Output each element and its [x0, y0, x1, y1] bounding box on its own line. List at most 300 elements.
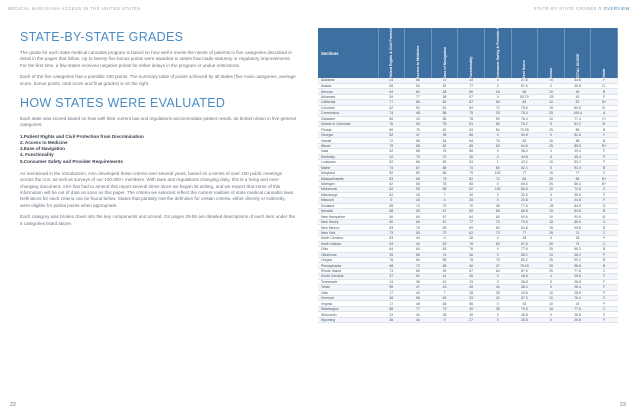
score-cell: 63: [378, 225, 405, 230]
paragraph-details: Each category was broken down into the key components and scored. On pages 25-55 are detailed descriptions of each item under the 5 categories listed above.: [20, 214, 296, 226]
state-name-cell: South Carolina: [318, 274, 378, 279]
state-name-cell: Washington: [318, 306, 378, 311]
score-cell: F: [591, 279, 618, 284]
state-name-cell: Colorado: [318, 105, 378, 110]
score-cell: 77: [458, 83, 485, 88]
score-cell: F: [591, 192, 618, 197]
running-header-right: [534, 6, 630, 11]
score-cell: 0: [538, 317, 565, 322]
score-cell: 28: [564, 236, 591, 241]
score-cell: 77.6: [564, 268, 591, 273]
score-cell: 0: [484, 192, 511, 197]
score-cell: 98: [378, 285, 405, 290]
score-cell: 62: [431, 100, 458, 105]
score-cell: B: [591, 263, 618, 268]
state-name-cell: Montana: [318, 203, 378, 208]
score-cell: 5: [538, 165, 565, 170]
column-header: Best Score: [511, 28, 538, 78]
score-cell: 78: [431, 181, 458, 186]
score-cell: 64.6: [564, 203, 591, 208]
section-title-evaluation: HOW STATES WERE EVALUATED: [20, 96, 226, 111]
score-cell: 67: [431, 219, 458, 224]
score-cell: 100: [484, 170, 511, 175]
score-cell: 76: [431, 149, 458, 154]
score-cell: 72: [405, 263, 432, 268]
score-cell: 78: [431, 122, 458, 127]
score-cell: 53: [405, 187, 432, 192]
score-cell: 38: [405, 279, 432, 284]
score-cell: 100.4: [564, 111, 591, 116]
score-cell: 24: [378, 78, 405, 83]
score-cell: 64: [458, 138, 485, 143]
score-cell: 0: [431, 236, 458, 241]
state-name-cell: District of Columbia: [318, 122, 378, 127]
score-cell: 38: [484, 306, 511, 311]
score-cell: 87.6: [511, 268, 538, 273]
state-name-cell: Connecticut: [318, 111, 378, 116]
score-cell: 76: [484, 257, 511, 262]
paragraph-intro: The grade for each state medical cannabis program is based on how well it meets the needs of patients in five categories described in detail in the pages that follow. Up to twenty-five bonus points were awarded to states that made statutory or regulatory improvements. For the first time, a few states received negative points for either delays in the program or undue restrictions.: [20, 50, 292, 68]
score-cell: 53: [458, 160, 485, 165]
score-cell: 89.6: [564, 143, 591, 148]
score-cell: C: [591, 306, 618, 311]
score-cell: 48: [405, 301, 432, 306]
score-cell: 53.79: [511, 94, 538, 99]
score-cell: 36: [378, 317, 405, 322]
score-cell: 28: [484, 290, 511, 295]
score-cell: 65.2: [564, 247, 591, 252]
score-cell: 74: [378, 111, 405, 116]
score-cell: B-: [591, 105, 618, 110]
score-cell: 70.6: [511, 219, 538, 224]
score-cell: 44: [405, 317, 432, 322]
paragraph-summary: Each of the five categories has a possible 100 points. The summary table of points achieved by all states (five main categories, average score, bonus points, total score and final grades) is on the right.: [20, 74, 296, 86]
score-cell: 47: [405, 132, 432, 137]
score-cell: 53: [405, 230, 432, 235]
score-cell: F: [591, 290, 618, 295]
score-cell: 69: [458, 209, 485, 214]
score-cell: 43: [405, 198, 432, 203]
score-cell: 65: [484, 165, 511, 170]
grades-table-body: [318, 78, 618, 323]
score-cell: 79: [431, 203, 458, 208]
score-cell: B: [591, 89, 618, 94]
score-cell: 68: [431, 187, 458, 192]
score-cell: 15: [538, 219, 565, 224]
score-cell: 15: [538, 209, 565, 214]
column-header: Consumer Safety & Provider Requirements: [484, 28, 511, 78]
score-cell: 78.8: [511, 105, 538, 110]
score-cell: 25: [538, 268, 565, 273]
score-cell: 68: [405, 149, 432, 154]
score-cell: 76: [378, 122, 405, 127]
score-cell: 83: [378, 176, 405, 181]
score-cell: 25: [538, 143, 565, 148]
criteria-item: 3.Ease of Navigation: [20, 146, 65, 152]
score-cell: 58: [458, 301, 485, 306]
score-cell: 37: [378, 274, 405, 279]
score-cell: 77.4: [564, 116, 591, 121]
score-cell: 88: [378, 306, 405, 311]
score-cell: 25: [538, 241, 565, 246]
score-cell: 56: [378, 116, 405, 121]
score-cell: 73: [378, 268, 405, 273]
score-cell: F: [591, 149, 618, 154]
state-name-cell: Kentucky: [318, 154, 378, 159]
score-cell: 64: [484, 100, 511, 105]
score-cell: 69: [431, 160, 458, 165]
score-cell: 83: [511, 138, 538, 143]
score-cell: 62: [458, 230, 485, 235]
score-cell: C: [591, 230, 618, 235]
score-cell: 41: [431, 279, 458, 284]
score-cell: 24.8: [564, 198, 591, 203]
score-cell: 85: [431, 257, 458, 262]
state-name-cell: Maryland: [318, 170, 378, 175]
state-name-cell: California: [318, 100, 378, 105]
score-cell: 48: [378, 296, 405, 301]
state-name-cell: Oregon: [318, 257, 378, 262]
score-cell: 48.8: [511, 274, 538, 279]
state-name-cell: Delaware: [318, 116, 378, 121]
score-cell: 24: [378, 279, 405, 284]
score-cell: 94.6: [511, 143, 538, 148]
score-cell: 74: [564, 241, 591, 246]
score-cell: 28.8: [564, 274, 591, 279]
score-cell: 77: [511, 230, 538, 235]
score-cell: 56: [511, 89, 538, 94]
score-cell: 77.6: [511, 247, 538, 252]
score-cell: 69: [378, 127, 405, 132]
column-header: Ease of Navigation: [431, 28, 458, 78]
score-cell: 65: [458, 143, 485, 148]
score-cell: 63: [484, 241, 511, 246]
score-cell: 75.4: [511, 111, 538, 116]
score-cell: 85.6: [564, 219, 591, 224]
score-cell: 74: [378, 165, 405, 170]
score-cell: 45.6: [564, 83, 591, 88]
score-cell: 43.8: [511, 290, 538, 295]
score-cell: 68: [378, 263, 405, 268]
state-name-cell: Wisconsin: [318, 312, 378, 317]
score-cell: 67: [431, 209, 458, 214]
state-name-cell: New York: [318, 230, 378, 235]
score-cell: 38.4: [511, 149, 538, 154]
score-cell: 4: [538, 274, 565, 279]
state-name-cell: Wyoming: [318, 317, 378, 322]
score-cell: 84: [511, 176, 538, 181]
score-cell: 60: [378, 219, 405, 224]
score-cell: 5: [538, 122, 565, 127]
score-cell: 26.8: [564, 279, 591, 284]
score-cell: 33: [458, 78, 485, 83]
score-cell: 82: [458, 176, 485, 181]
score-cell: 68: [378, 209, 405, 214]
score-cell: 40: [405, 312, 432, 317]
state-name-cell: Virginia: [318, 301, 378, 306]
state-name-cell: Alabama: [318, 78, 378, 83]
score-cell: F: [591, 285, 618, 290]
score-cell: 4: [538, 192, 565, 197]
score-cell: 88: [431, 111, 458, 116]
score-cell: 100: [484, 187, 511, 192]
score-cell: 24: [378, 312, 405, 317]
score-cell: 67: [431, 214, 458, 219]
score-cell: 78.49: [511, 263, 538, 268]
score-cell: 95: [431, 132, 458, 137]
score-cell: 81.2: [564, 122, 591, 127]
column-header: Bonus: [538, 28, 565, 78]
score-cell: 75: [405, 154, 432, 159]
score-cell: 73: [431, 306, 458, 311]
score-cell: 0: [484, 317, 511, 322]
score-cell: 7: [431, 290, 458, 295]
score-cell: 66: [405, 78, 432, 83]
score-cell: 58.2: [511, 252, 538, 257]
column-header: Grade: [591, 28, 618, 78]
score-cell: 60.4: [511, 181, 538, 186]
score-cell: B: [591, 225, 618, 230]
column-header: TOTAL SCORE: [564, 28, 591, 78]
score-cell: 45: [458, 312, 485, 317]
score-cell: 69: [431, 225, 458, 230]
score-cell: 62: [405, 274, 432, 279]
score-cell: 60: [484, 225, 511, 230]
page-number-right: 23: [619, 402, 626, 408]
score-cell: 26: [405, 192, 432, 197]
score-cell: 46: [458, 252, 485, 257]
score-cell: 71: [564, 230, 591, 235]
score-cell: C: [591, 187, 618, 192]
score-cell: F: [591, 160, 618, 165]
score-cell: 7: [431, 192, 458, 197]
state-name-cell: New Jersey: [318, 219, 378, 224]
state-name-cell: Georgia: [318, 132, 378, 137]
score-cell: 0: [538, 279, 565, 284]
score-cell: 42: [378, 154, 405, 159]
score-cell: 25: [538, 181, 565, 186]
score-cell: 84: [431, 138, 458, 143]
left-page: [20, 30, 296, 232]
score-cell: 76: [458, 247, 485, 252]
score-cell: 60: [484, 214, 511, 219]
score-cell: 77.6: [511, 203, 538, 208]
running-header-right-accent: // OVERVIEW: [598, 6, 630, 11]
score-cell: 25: [484, 111, 511, 116]
score-cell: 62: [378, 105, 405, 110]
score-cell: 67.3: [511, 296, 538, 301]
score-cell: D-: [591, 83, 618, 88]
score-cell: 25: [538, 111, 565, 116]
score-cell: 15: [538, 170, 565, 175]
state-name-cell: Arkansas: [318, 94, 378, 99]
score-cell: 28: [431, 312, 458, 317]
score-cell: F: [591, 312, 618, 317]
score-cell: 10: [538, 296, 565, 301]
score-cell: 45: [458, 154, 485, 159]
state-name-cell: Illinois: [318, 143, 378, 148]
score-cell: 47: [405, 285, 432, 290]
score-cell: 76.2: [511, 122, 538, 127]
score-cell: 70: [458, 203, 485, 208]
paragraph-evaluation: Each state was scored based on how well their current law and regulations accommodate patient needs, as broken down in five general categories:: [20, 116, 296, 128]
score-cell: 84.8: [564, 209, 591, 214]
state-name-cell: Louisiana: [318, 160, 378, 165]
score-cell: F: [591, 236, 618, 241]
state-name-cell: New Mexico: [318, 225, 378, 230]
score-cell: 62: [431, 127, 458, 132]
score-cell: 5: [538, 154, 565, 159]
state-name-cell: Alaska: [318, 83, 378, 88]
score-cell: 28: [458, 290, 485, 295]
score-cell: 38.2: [564, 252, 591, 257]
score-cell: 82: [378, 170, 405, 175]
score-cell: 0: [484, 198, 511, 203]
score-cell: 15: [538, 225, 565, 230]
score-cell: 43: [431, 285, 458, 290]
score-cell: 46: [458, 263, 485, 268]
score-cell: 52: [431, 241, 458, 246]
score-cell: 0: [431, 198, 458, 203]
score-cell: C: [591, 219, 618, 224]
score-cell: 63: [484, 143, 511, 148]
state-name-cell: Pennsylvania: [318, 263, 378, 268]
score-cell: 81: [431, 105, 458, 110]
score-cell: F: [591, 132, 618, 137]
state-name-cell: Oklahoma: [318, 252, 378, 257]
score-cell: D: [591, 203, 618, 208]
score-cell: 68: [405, 296, 432, 301]
score-cell: 88.4: [564, 181, 591, 186]
state-name-cell: Maine: [318, 165, 378, 170]
score-cell: C: [591, 170, 618, 175]
score-cell: 72: [484, 230, 511, 235]
score-cell: 74: [405, 203, 432, 208]
score-cell: 66: [458, 132, 485, 137]
score-cell: 40: [484, 285, 511, 290]
score-cell: 68: [431, 94, 458, 99]
score-cell: 84: [511, 100, 538, 105]
state-name-cell: Missouri: [318, 198, 378, 203]
score-cell: 0: [484, 279, 511, 284]
score-cell: 84: [458, 105, 485, 110]
score-cell: B: [591, 165, 618, 170]
criteria-list: [20, 134, 296, 165]
score-cell: B: [591, 247, 618, 252]
score-cell: 82.4: [511, 165, 538, 170]
score-cell: 42: [484, 296, 511, 301]
column-header: Sections: [318, 28, 378, 78]
score-cell: 76.4: [511, 116, 538, 121]
score-cell: 66: [484, 122, 511, 127]
score-cell: 15: [538, 138, 565, 143]
score-cell: 28.4: [564, 285, 591, 290]
score-cell: B+: [591, 176, 618, 181]
score-cell: 24: [564, 301, 591, 306]
column-header: Access to Medicine: [405, 28, 432, 78]
score-cell: 0: [538, 285, 565, 290]
score-cell: 66: [405, 100, 432, 105]
score-cell: 0: [484, 78, 511, 83]
score-cell: 44: [405, 236, 432, 241]
score-cell: 88: [431, 165, 458, 170]
score-cell: 0: [484, 94, 511, 99]
score-cell: 0: [484, 252, 511, 257]
score-cell: 26.8: [564, 312, 591, 317]
score-cell: B: [591, 127, 618, 132]
score-cell: 54: [378, 241, 405, 246]
score-cell: 43: [564, 94, 591, 99]
score-cell: 66.8: [511, 209, 538, 214]
score-cell: 40: [405, 290, 432, 295]
score-cell: F: [591, 78, 618, 83]
score-cell: 40: [458, 285, 485, 290]
score-cell: 17: [378, 290, 405, 295]
score-cell: 72.6: [564, 187, 591, 192]
score-cell: 68: [405, 176, 432, 181]
score-cell: 62: [378, 181, 405, 186]
score-cell: 44.8: [511, 154, 538, 159]
score-cell: 43: [405, 116, 432, 121]
score-cell: 0: [484, 247, 511, 252]
score-cell: 0: [431, 317, 458, 322]
score-cell: 59: [405, 209, 432, 214]
score-cell: 0: [484, 132, 511, 137]
score-cell: 10: [538, 290, 565, 295]
score-cell: 26.8: [511, 312, 538, 317]
state-name-cell: Utah: [318, 290, 378, 295]
score-cell: B: [591, 138, 618, 143]
score-cell: 10: [538, 187, 565, 192]
score-cell: 66: [405, 219, 432, 224]
criteria-item: 2. Access to Medicine: [20, 140, 68, 146]
score-cell: 34.6: [564, 78, 591, 83]
score-cell: 77: [511, 170, 538, 175]
score-cell: 72: [431, 154, 458, 159]
score-cell: 48: [405, 111, 432, 116]
score-cell: 69: [405, 268, 432, 273]
score-cell: 77: [405, 94, 432, 99]
score-cell: 84.8: [511, 225, 538, 230]
score-cell: 26.8: [564, 317, 591, 322]
score-cell: 64: [405, 214, 432, 219]
score-cell: 25: [538, 230, 565, 235]
score-cell: 10: [538, 214, 565, 219]
score-cell: 28: [511, 236, 538, 241]
score-cell: 99.8: [564, 225, 591, 230]
criteria-item: 1.Patient Rights and Civil Protection from Discrimination: [20, 133, 144, 139]
score-cell: 25: [538, 127, 565, 132]
state-name-cell: Vermont: [318, 296, 378, 301]
score-cell: 65: [484, 209, 511, 214]
score-cell: B+: [591, 100, 618, 105]
score-cell: 0: [538, 83, 565, 88]
score-cell: 86: [431, 170, 458, 175]
score-cell: 0: [378, 198, 405, 203]
state-name-cell: North Dakota: [318, 241, 378, 246]
score-cell: 0: [538, 236, 565, 241]
score-cell: A: [591, 111, 618, 116]
score-cell: F: [591, 198, 618, 203]
score-cell: 63: [431, 247, 458, 252]
state-name-cell: Massachusetts: [318, 176, 378, 181]
score-cell: 0: [538, 312, 565, 317]
score-cell: 76.4: [564, 296, 591, 301]
score-cell: 88: [564, 138, 591, 143]
score-cell: 77: [405, 306, 432, 311]
score-cell: 67.8: [511, 241, 538, 246]
score-cell: 66: [405, 160, 432, 165]
